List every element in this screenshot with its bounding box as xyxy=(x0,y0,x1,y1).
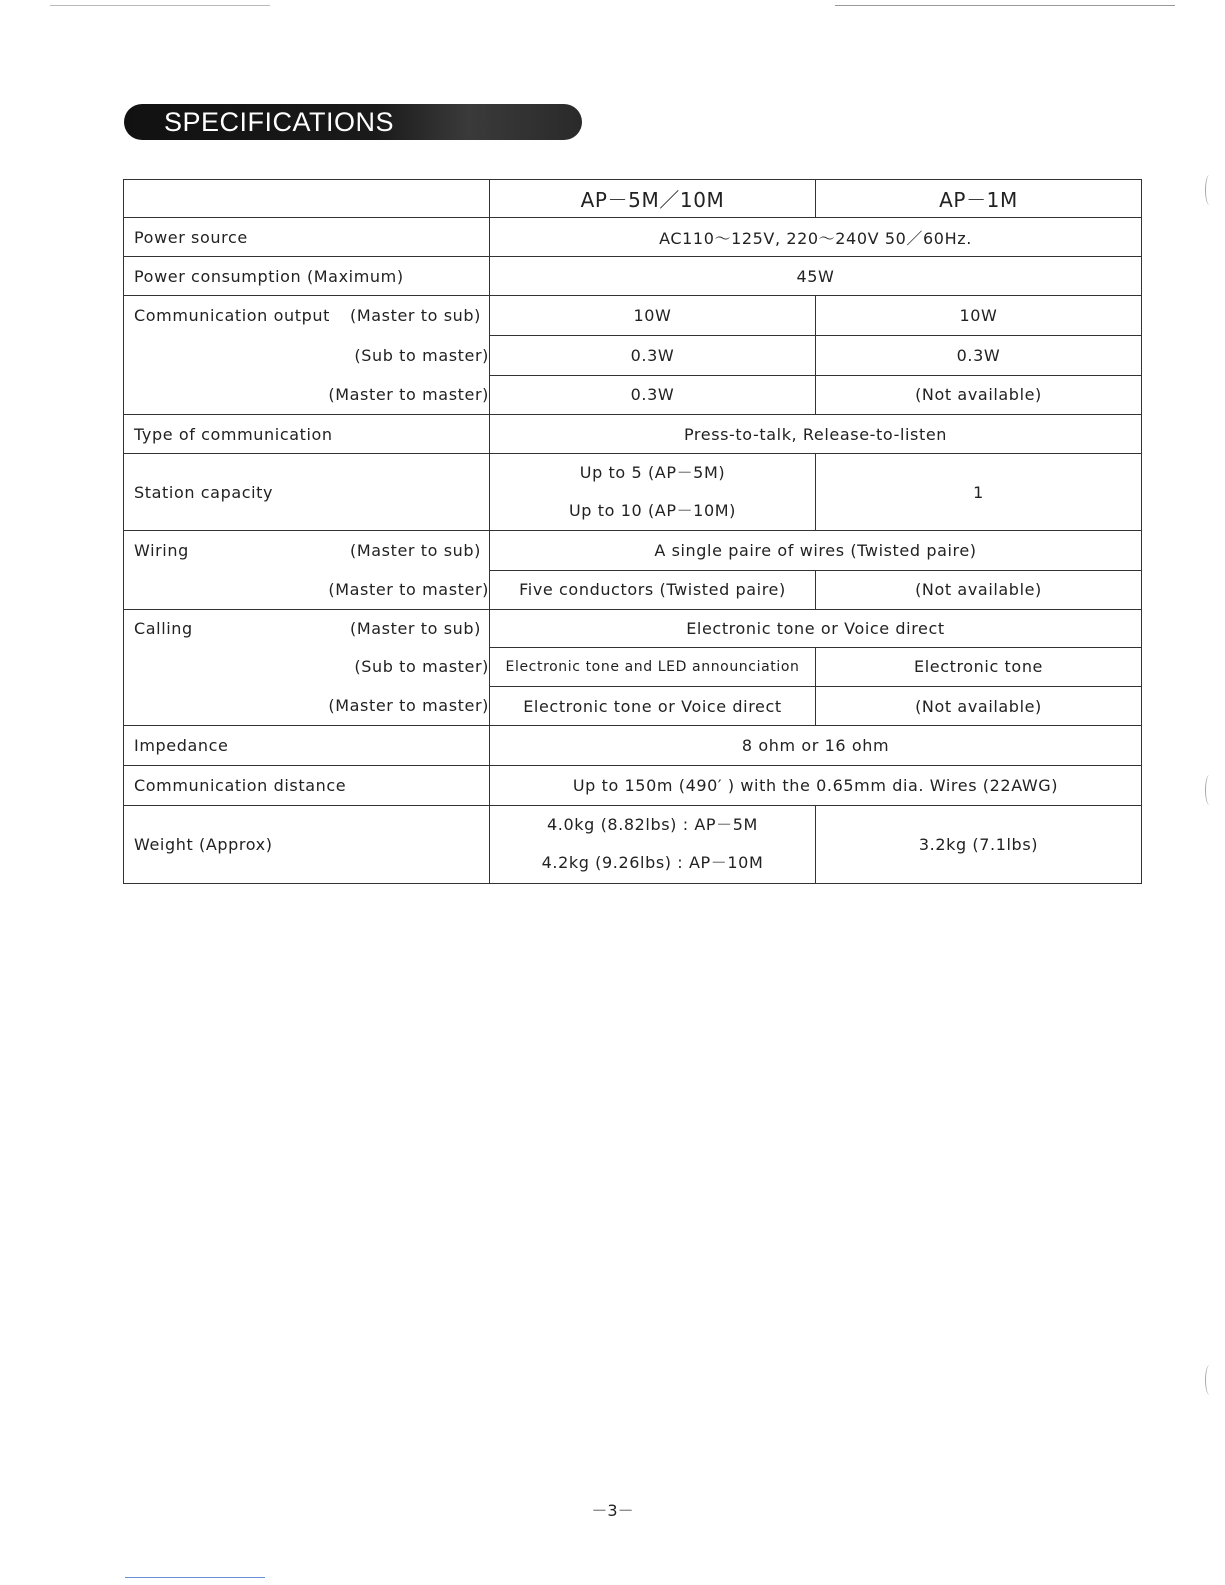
weight-ap1m: 3.2kg (7.1lbs) xyxy=(816,805,1142,883)
weight-line-2: 4.2kg (9.26lbs) : AP－10M xyxy=(541,853,764,873)
calling-m2m-ap5m: Electronic tone or Voice direct xyxy=(490,687,816,726)
wiring-m2s-value: A single paire of wires (Twisted paire) xyxy=(490,531,1142,570)
station-capacity-ap5m-10m xyxy=(490,454,816,531)
calling-s2m-label: (Sub to master) xyxy=(124,647,490,686)
row-label-calling xyxy=(124,609,490,647)
scan-edge-line xyxy=(835,5,1175,6)
table-header-row xyxy=(124,180,1142,218)
empty-header-cell xyxy=(124,180,490,218)
communication-output-m2s-label: (Master to sub) xyxy=(350,306,481,326)
communication-output-m2s-ap1m: 10W xyxy=(816,296,1142,335)
table-row xyxy=(124,805,1142,883)
row-label-type-of-communication: Type of communication xyxy=(124,414,490,453)
impedance-value: 8 ohm or 16 ohm xyxy=(490,726,1142,766)
specifications-table xyxy=(123,179,1142,884)
table-row xyxy=(124,257,1142,296)
wiring-m2m-label: (Master to master) xyxy=(124,570,490,609)
station-capacity-ap1m: 1 xyxy=(816,454,1142,531)
table-row xyxy=(124,766,1142,805)
communication-output-m2m-ap5m: 0.3W xyxy=(490,375,816,414)
type-of-communication-value: Press-to-talk, Release-to-listen xyxy=(490,414,1142,453)
communication-output-s2m-label: (Sub to master) xyxy=(124,335,490,375)
weight-line-1: 4.0kg (8.82lbs) : AP－5M xyxy=(547,815,758,835)
table-row xyxy=(124,647,1142,686)
wiring-m2m-ap5m: Five conductors (Twisted paire) xyxy=(490,570,816,609)
row-label-impedance: Impedance xyxy=(124,726,490,766)
scan-edge-mark xyxy=(1205,1365,1214,1395)
row-label-communication-distance: Communication distance xyxy=(124,766,490,805)
communication-output-s2m-ap5m: 0.3W xyxy=(490,335,816,375)
table-row xyxy=(124,375,1142,414)
section-title-banner: SPECIFICATIONS xyxy=(124,104,582,140)
communication-distance-value: Up to 150m (490′ ) with the 0.65mm dia. Wires (22AWG) xyxy=(490,766,1142,805)
scan-edge-mark xyxy=(1205,775,1214,805)
table-row xyxy=(124,687,1142,726)
wiring-label: Wiring xyxy=(134,541,189,561)
footer-link-line xyxy=(125,1577,265,1578)
table-row xyxy=(124,454,1142,531)
page-number: －3－ xyxy=(591,1501,634,1520)
communication-output-m2s-ap5m: 10W xyxy=(490,296,816,335)
row-label-wiring xyxy=(124,531,490,570)
power-consumption-value: 45W xyxy=(490,257,1142,296)
table-row xyxy=(124,335,1142,375)
wiring-m2s-label: (Master to sub) xyxy=(350,541,481,561)
communication-output-s2m-ap1m: 0.3W xyxy=(816,335,1142,375)
station-capacity-line-2: Up to 10 (AP－10M) xyxy=(569,501,736,521)
calling-s2m-ap5m: Electronic tone and LED announciation xyxy=(490,647,816,686)
row-label-station-capacity: Station capacity xyxy=(124,454,490,531)
row-label-weight: Weight (Approx) xyxy=(124,805,490,883)
table-row xyxy=(124,414,1142,453)
power-source-value: AC110～125V, 220～240V 50／60Hz. xyxy=(490,218,1142,257)
row-label-communication-output xyxy=(124,296,490,335)
column-header-ap-5m-10m: AP－5M／10M xyxy=(490,180,816,218)
calling-m2m-label: (Master to master) xyxy=(124,687,490,726)
table-row xyxy=(124,609,1142,647)
column-header-ap-1m: AP－1M xyxy=(816,180,1142,218)
calling-m2s-value: Electronic tone or Voice direct xyxy=(490,609,1142,647)
weight-ap5m-10m xyxy=(490,805,816,883)
row-label-power-consumption: Power consumption (Maximum) xyxy=(124,257,490,296)
scan-edge-line xyxy=(50,5,270,6)
scan-edge-mark xyxy=(1205,175,1214,205)
table-row xyxy=(124,726,1142,766)
communication-output-label: Communication output xyxy=(134,306,330,326)
calling-m2m-ap1m: (Not available) xyxy=(816,687,1142,726)
communication-output-m2m-ap1m: (Not available) xyxy=(816,375,1142,414)
table-row xyxy=(124,296,1142,335)
table-row xyxy=(124,570,1142,609)
communication-output-m2m-label: (Master to master) xyxy=(124,375,490,414)
table-row xyxy=(124,531,1142,570)
table-row xyxy=(124,218,1142,257)
station-capacity-line-1: Up to 5 (AP－5M) xyxy=(579,463,726,483)
row-label-power-source: Power source xyxy=(124,218,490,257)
calling-m2s-label: (Master to sub) xyxy=(350,619,481,639)
wiring-m2m-ap1m: (Not available) xyxy=(816,570,1142,609)
calling-s2m-ap1m: Electronic tone xyxy=(816,647,1142,686)
calling-label: Calling xyxy=(134,619,193,639)
